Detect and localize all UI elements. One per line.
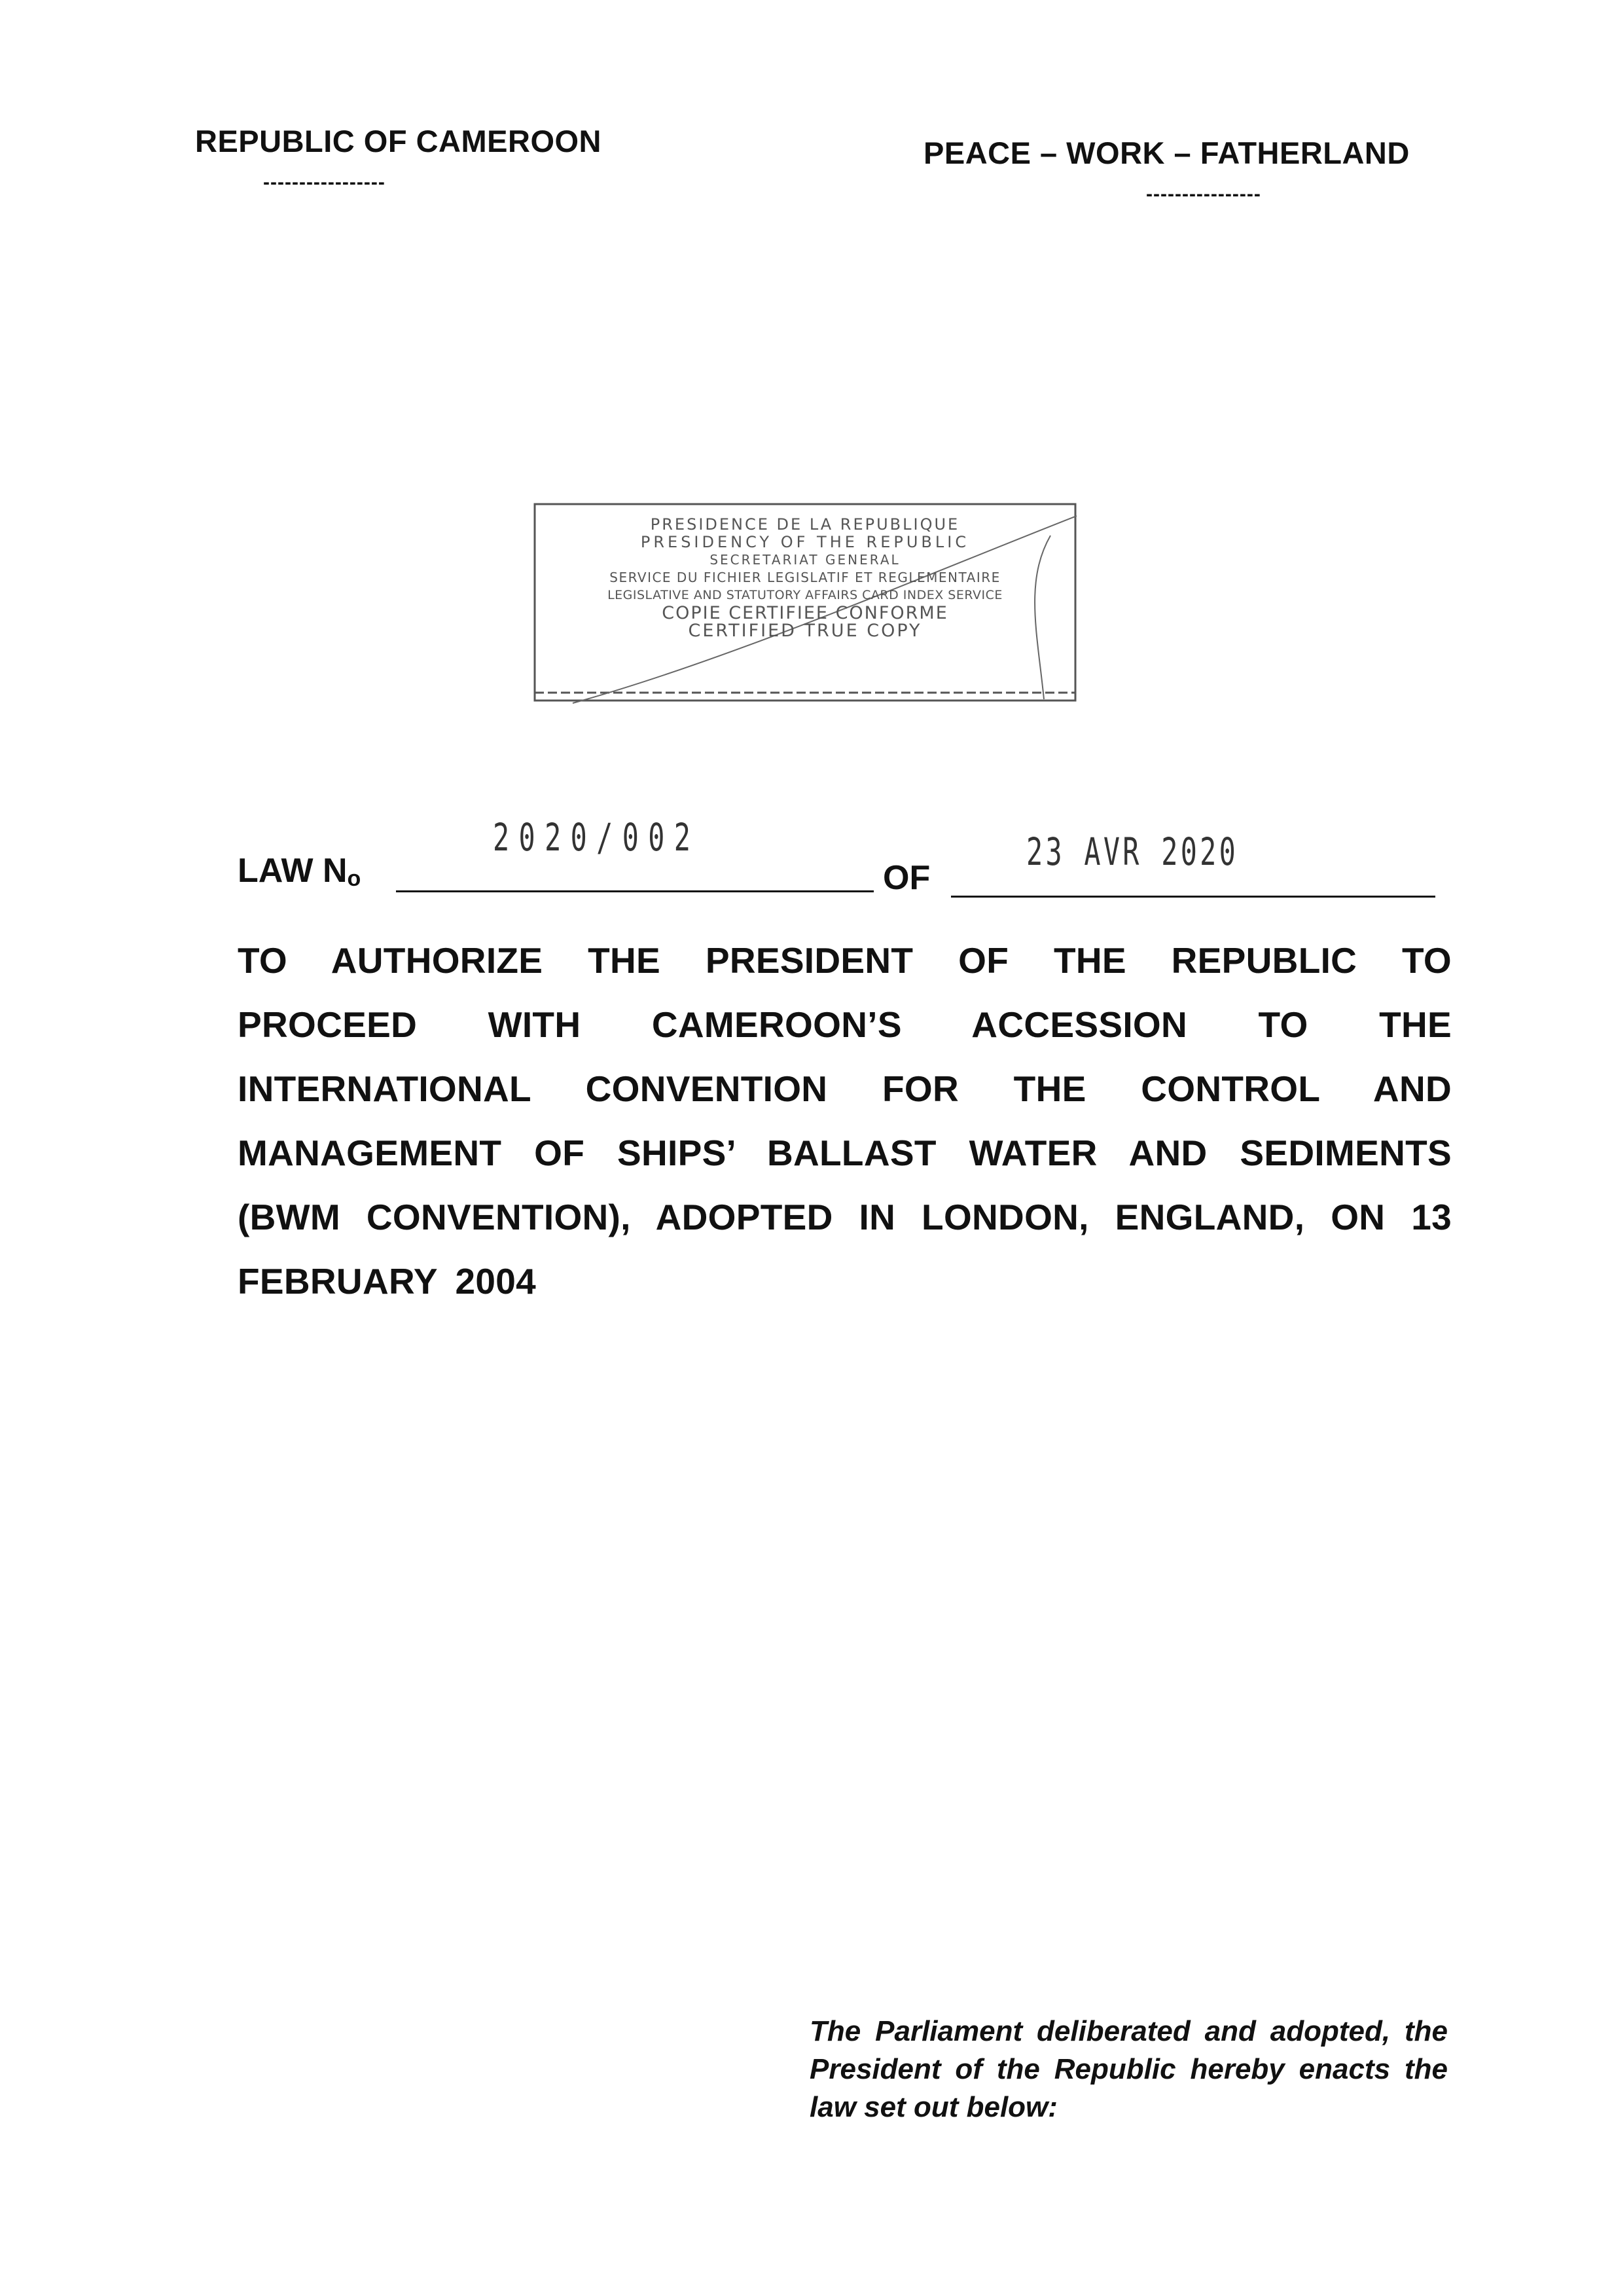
law-number-underline	[396, 890, 874, 892]
national-motto: PEACE – WORK – FATHERLAND	[924, 136, 1410, 170]
stamp-line-certified: CERTIFIED TRUE COPY	[688, 621, 922, 641]
law-number-label: LAW $N_o$	[238, 852, 361, 891]
law-date-value: 23 AVR 2020	[1026, 829, 1239, 874]
stamp-line-secretariat: SECRETARIAT GENERAL	[709, 552, 901, 568]
enactment-clause: The Parliament deliberated and adopted, the President of the Republic hereby enacts the law set out below:	[810, 2015, 1448, 2123]
stamp-line-service-en: LEGISLATIVE AND STATUTORY AFFAIRS CARD INDEX SERVICE	[607, 588, 1003, 602]
law-title: TO AUTHORIZE THE PRESIDENT OF THE REPUBLIC TO PROCEED WITH CAMEROON’S ACCESSION TO THE INTERNATIONAL CONVENTION FOR THE CONTROL AND MANAGEMENT OF SHIPS’ BALLAST WATER AND SEDIMENTS (BWM CONVENTION), ADOPTED IN LONDON, ENGLAND, ON 13 FEBRUARY 2004	[238, 940, 1452, 1302]
law-date-underline	[951, 896, 1435, 898]
stamp-line-service-fr: SERVICE DU FICHIER LEGISLATIF ET REGLEMENTAIRE	[609, 570, 1001, 585]
stamp-line-presidency: PRESIDENCY OF THE REPUBLIC	[640, 533, 970, 551]
stamp-line-copie: COPIE CERTIFIEE CONFORME	[662, 603, 948, 623]
national-motto-underline: ----------------	[1146, 183, 1261, 205]
stamp-text	[547, 516, 1064, 640]
certified-copy-stamp	[533, 503, 1077, 707]
law-number-value: 2020/002	[493, 815, 700, 860]
law-number-line	[238, 815, 1435, 913]
republic-title-underline: -----------------	[263, 172, 386, 193]
law-date-label: OF	[883, 859, 931, 897]
stamp-line-presidence: PRESIDENCE DE LA REPUBLIQUE	[650, 515, 960, 534]
republic-title: REPUBLIC OF CAMEROON	[195, 124, 601, 158]
